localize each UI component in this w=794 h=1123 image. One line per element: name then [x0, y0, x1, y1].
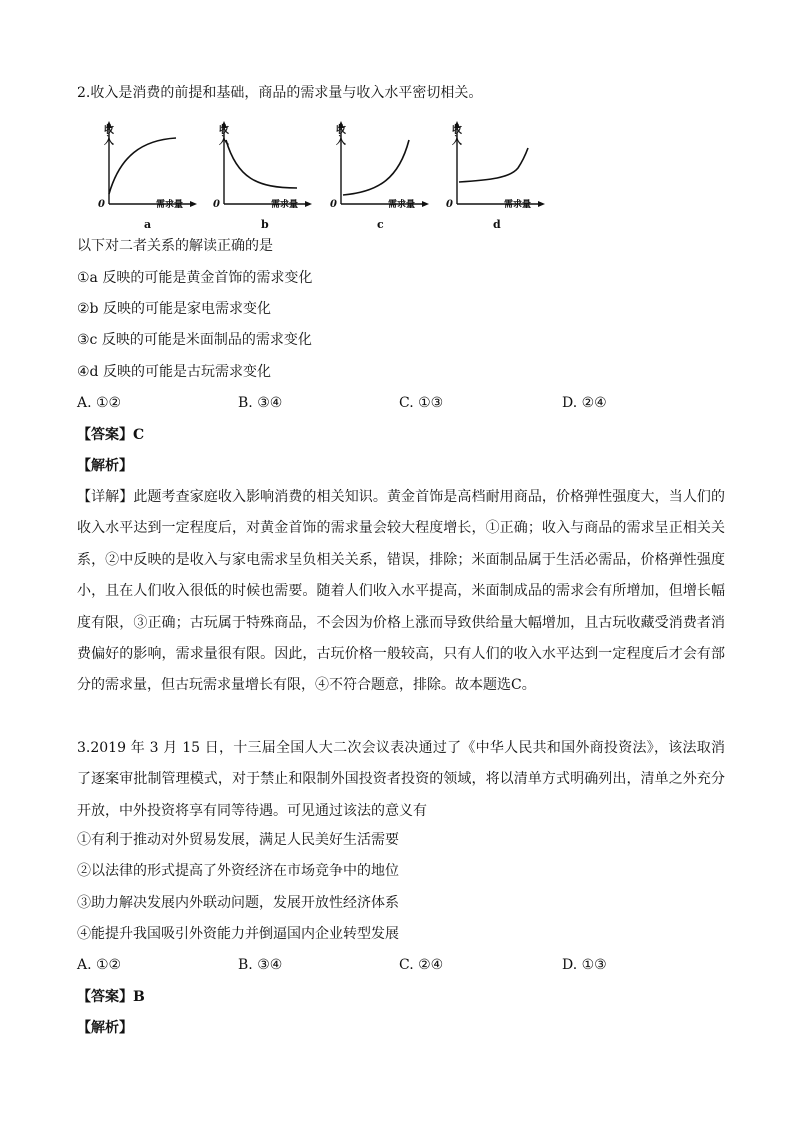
- graph-c-curve: [343, 140, 409, 195]
- q3-answer: 【答案】B: [77, 989, 145, 1005]
- graph-c: [324, 118, 434, 230]
- graph-c-ylabel-2: 入: [336, 136, 346, 147]
- graph-b-ylabel-2: 入: [219, 136, 229, 147]
- graph-b-xlabel: 需求量: [271, 200, 299, 210]
- graph-b-caption: b: [261, 218, 269, 231]
- graph-b-curve: [226, 140, 297, 188]
- q2-statement-3: ③c 反映的可能是米面制品的需求变化: [77, 332, 312, 348]
- graph-a: [92, 118, 202, 230]
- graph-b-origin: 0: [213, 199, 220, 210]
- q3-option-d: D. ①③: [562, 957, 607, 973]
- q2-stem: 2.收入是消费的前提和基础，商品的需求量与收入水平密切相关。: [77, 85, 483, 101]
- q3-analysis-heading: 【解析】: [77, 1020, 133, 1036]
- q2-option-b: B. ③④: [238, 395, 283, 411]
- graph-b: [207, 118, 317, 230]
- q3-statement-4: ④能提升我国吸引外资能力并倒逼国内企业转型发展: [77, 926, 399, 942]
- graph-d-ylabel-2: 入: [452, 136, 462, 147]
- graph-a-origin: 0: [98, 199, 105, 210]
- graph-d: [440, 118, 550, 230]
- graph-a-curve: [109, 138, 176, 194]
- graph-c-origin: 0: [330, 199, 337, 210]
- q3-statement-3: ③助力解决发展内外联动问题，发展开放性经济体系: [77, 895, 399, 911]
- graph-d-xlabel: 需求量: [504, 200, 532, 210]
- q2-option-c: C. ①③: [399, 395, 444, 411]
- graph-d-caption: d: [493, 218, 501, 231]
- graph-a-ylabel-2: 入: [104, 136, 114, 147]
- q2-answer: 【答案】C: [77, 427, 145, 443]
- graph-d-ylabel-1: 收: [452, 125, 462, 136]
- q2-prompt: 以下对二者关系的解读正确的是: [77, 238, 273, 254]
- q3-statement-1: ①有利于推动对外贸易发展，满足人民美好生活需要: [77, 832, 399, 848]
- q3-option-b: B. ③④: [238, 957, 283, 973]
- q2-statement-4: ④d 反映的可能是古玩需求变化: [77, 364, 271, 380]
- q3-option-a: A. ①②: [77, 957, 122, 973]
- q2-statement-2: ②b 反映的可能是家电需求变化: [77, 301, 271, 317]
- graph-d-curve: [459, 148, 528, 182]
- graph-d-origin: 0: [446, 199, 453, 210]
- q3-statement-2: ②以法律的形式提高了外资经济在市场竞争中的地位: [77, 863, 399, 879]
- q2-analysis-heading: 【解析】: [77, 458, 133, 474]
- q2-option-a: A. ①②: [77, 395, 122, 411]
- graph-a-caption: a: [144, 218, 152, 231]
- q2-option-d: D. ②④: [562, 395, 607, 411]
- graph-c-caption: c: [377, 218, 384, 231]
- q2-statement-1: ①a 反映的可能是黄金首饰的需求变化: [77, 270, 313, 286]
- graph-b-ylabel-1: 收: [219, 125, 229, 136]
- q3-option-c: C. ②④: [399, 957, 444, 973]
- graph-a-xlabel: 需求量: [156, 200, 184, 210]
- q2-detail: 【详解】此题考查家庭收入影响消费的相关知识。黄金首饰是高档耐用商品，价格弹性强度大，当人们的收入水平达到一定程度后，对黄金首饰的需求量会较大程度增长，①正确；收入与商品的需求呈正相关关系，②中反映的是收入与家电需求呈负相关关系，错误，排除；米面制品属于生活必需品，价格弹性强度小，且在人们收入很低的时候也需要。随着人们收入水平提高，米面制成品的需求会有所增加，但增长幅度有限，③正确；古玩属于特殊商品，不会因为价格上涨而导致供给量大幅增加，且古玩收藏受消费者消费偏好的影响，需求量很有限。因此，古玩价格一般较高，只有人们的收入水平达到一定程度后才会有部分的需求量，但古玩需求量增长有限，④不符合题意，排除。故本题选C。: [77, 489, 725, 694]
- graph-c-ylabel-1: 收: [336, 125, 346, 136]
- q3-stem: 3.2019 年 3 月 15 日，十三届全国人大二次会议表决通过了《中华人民共和国外商投资法》，该法取消了逐案审批制管理模式，对于禁止和限制外国投资者投资的领域，将以清单方式明确列出，清单之外充分开放，中外投资将享有同等待遇。可见通过该法的意义有: [77, 740, 725, 819]
- graph-c-xlabel: 需求量: [388, 200, 416, 210]
- graph-a-ylabel-1: 收: [104, 125, 114, 136]
